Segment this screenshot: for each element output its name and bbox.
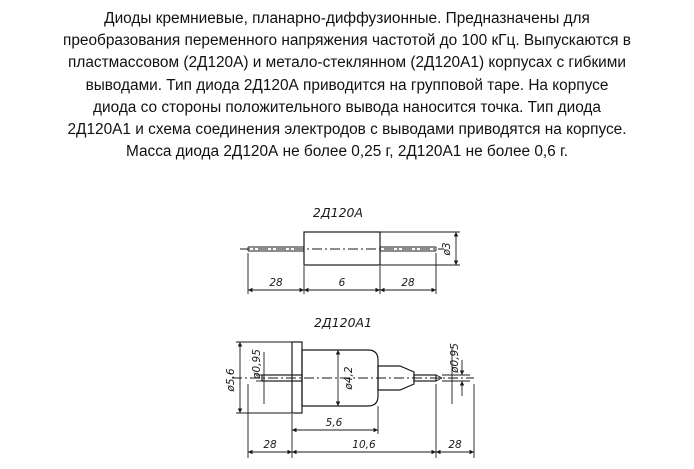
- drawing-a-body-length-dim: 6: [338, 277, 346, 289]
- drawing-2d120a: [240, 205, 460, 294]
- description-line: диода со стороны положительного вывода наносится точка. Тип диода: [93, 98, 601, 116]
- drawing-b-flange: [292, 342, 302, 413]
- description-line: Диоды кремниевые, планарно-диффузионные. Предназначены для: [104, 10, 590, 27]
- description-line: выводами. Тип диода 2Д120А приводится на групповой таре. На корпусе: [85, 76, 609, 94]
- drawing-b-inner-diameter-dim: ø4,2: [343, 366, 355, 390]
- drawing-b-body-diameter-dim: ø5,6: [225, 368, 237, 392]
- drawing-b-lead-diameter-right-dim: ø0,95: [449, 343, 461, 373]
- drawing-a-lead-right-dim: 28: [401, 277, 415, 289]
- drawing-b-lead-left-dim: 28: [263, 439, 277, 451]
- drawing-a-lead-left-dim: 28: [269, 277, 283, 289]
- drawing-2d120a1: [225, 315, 474, 458]
- drawing-a-body: [304, 232, 380, 265]
- drawing-a-diameter-dim: ø3: [441, 242, 453, 256]
- description-line: Масса диода 2Д120А не более 0,25 г, 2Д120А1 не более 0,6 г.: [125, 143, 569, 161]
- description-line: преобразования переменного напряжения частотой до 100 кГц. Выпускаются в: [63, 32, 631, 50]
- drawing-b-lead-right-dim: 28: [448, 439, 462, 451]
- drawing-a-title: 2Д120А: [312, 205, 364, 220]
- drawing-b-overall-body-dim: 10,6: [352, 439, 376, 451]
- drawing-b-title: 2Д120А1: [313, 315, 373, 330]
- drawing-a-leads: [240, 247, 444, 251]
- drawing-b-body-length-dim: 5,6: [325, 417, 343, 429]
- drawing-b-lead-diameter-left-dim: ø0,95: [251, 349, 263, 379]
- description-line: 2Д120А1 и схема соединения электродов с выводами приводятся на корпусе.: [67, 121, 627, 139]
- description-line: пластмассовом (2Д120А) и метало-стеклянном (2Д120А1) корпусах с гибкими: [68, 54, 626, 72]
